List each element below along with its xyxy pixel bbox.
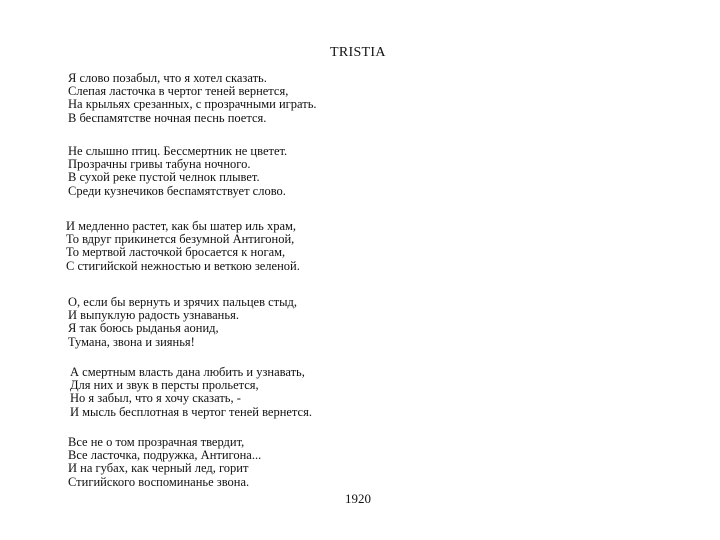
stanza-2: [68, 145, 287, 198]
poem-line: А смертным власть дана любить и узнавать,: [70, 365, 305, 379]
poem-line: Я так боюсь рыданья аонид,: [68, 321, 219, 336]
poem-line: С стигийской нежностью и веткою зеленой.: [66, 258, 300, 273]
poem-line: О, если бы вернуть и зрячих пальцев стыд,: [68, 295, 298, 309]
poem-line: И медленно растет, как бы шатер иль храм,: [66, 219, 297, 233]
poem-line: Для них и звук в персты прольется,: [70, 378, 259, 393]
poem-title: TRISTIA: [330, 45, 386, 60]
poem-line: В беспамятстве ночная песнь поется.: [68, 110, 267, 125]
poem-line: Не слышно птиц. Бессмертник не цветет.: [68, 144, 288, 158]
poem-line: То вдруг прикинется безумной Антигоной,: [66, 232, 295, 247]
poem-line: Тумана, звона и зиянья!: [68, 334, 195, 349]
poem-line: Среди кузнечиков беспамятствует слово.: [68, 183, 286, 198]
stanza-5: [70, 366, 312, 419]
poem-line: И выпуклую радость узнаванья.: [68, 308, 239, 323]
stanza-4: [68, 296, 297, 349]
poem-line: В сухой реке пустой челнок плывет.: [68, 170, 260, 185]
poem-line: На крыльях срезанных, с прозрачными играть.: [68, 97, 317, 112]
poem-line: Все ласточка, подружка, Антигона...: [68, 448, 262, 463]
stanza-3: [66, 220, 300, 273]
poem-line: Я слово позабыл, что я хотел сказать.: [68, 71, 267, 85]
poem-line: То мертвой ласточкой бросается к ногам,: [66, 245, 286, 260]
poem-line: И на губах, как черный лед, горит: [68, 461, 249, 476]
stanza-6: [68, 436, 261, 489]
poem-line: Прозрачны гривы табуна ночного.: [68, 157, 251, 172]
poem-line: Все не о том прозрачная твердит,: [68, 435, 245, 449]
poem-line: И мысль бесплотная в чертог теней вернется.: [70, 404, 312, 419]
poem-line: Стигийского воспоминанье звона.: [68, 474, 250, 489]
stanza-1: [68, 72, 317, 125]
poem-year: 1920: [345, 491, 371, 506]
poem-line: Но я забыл, что я хочу сказать, -: [70, 391, 241, 406]
poem-line: Слепая ласточка в чертог теней вернется,: [68, 84, 289, 99]
